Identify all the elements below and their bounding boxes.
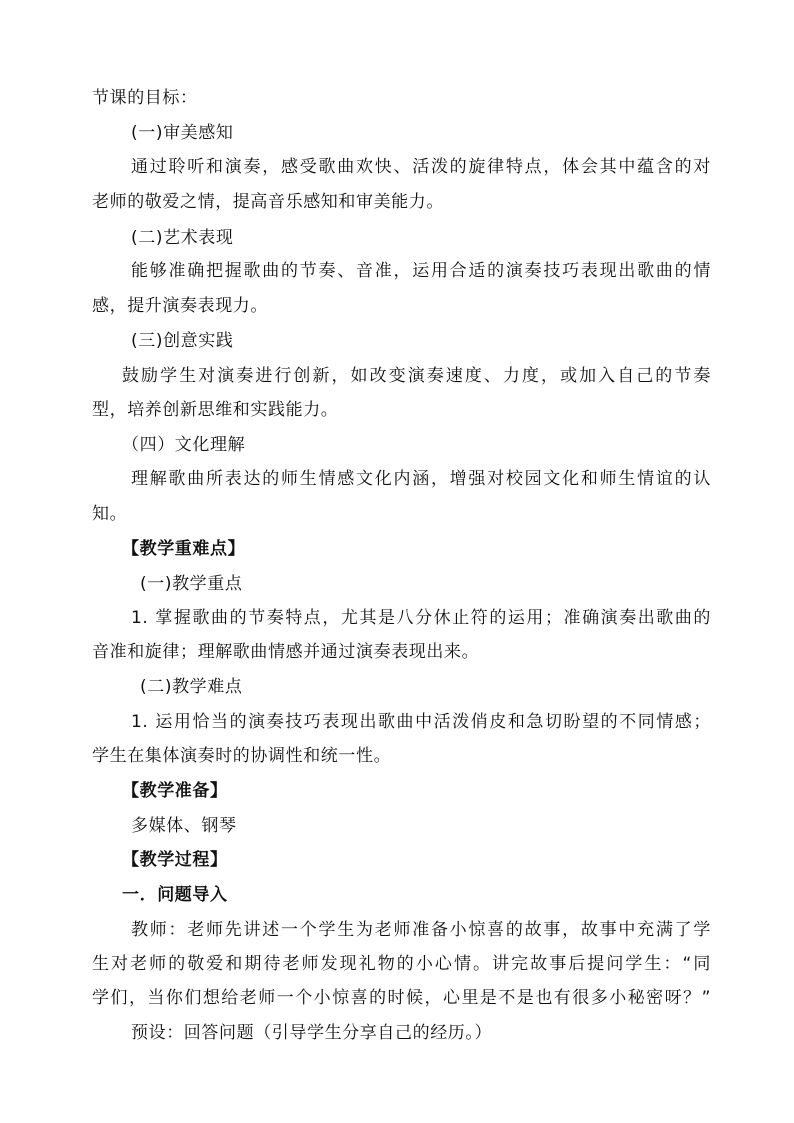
- step-heading-question-intro: 一．问题导入: [122, 885, 228, 905]
- objective-heading-artistic: (二)艺术表现: [131, 228, 234, 248]
- objective-text-line: 理解歌曲所表达的师生情感文化内涵，增强对校园文化和师生情谊的认: [131, 469, 711, 489]
- objective-text-line: 感，提升演奏表现力。: [92, 296, 268, 316]
- intro-text: 节课的目标：: [92, 88, 198, 108]
- preset-text: 预设：回答问题（引导学生分享自己的经历。）: [131, 1023, 493, 1043]
- section-title-process: 【教学过程】: [122, 850, 228, 870]
- key-focus-line: 音准和旋律；理解歌曲情感并通过演奏表现出来。: [92, 642, 480, 662]
- objective-text-line: 能够准确把握歌曲的节奏、音准，运用合适的演奏技巧表现出歌曲的情: [131, 261, 711, 281]
- section-title-key-points: 【教学重难点】: [122, 539, 246, 559]
- objective-heading-culture: （四）文化理解: [122, 435, 246, 455]
- difficulty-heading: (二)教学难点: [140, 677, 243, 697]
- objective-text-line: 知。: [92, 504, 128, 524]
- difficulty-line: 学生在集体演奏时的协调性和统一性。: [92, 746, 392, 766]
- step-text-line: 教师：老师先讲述一个学生为老师准备小惊喜的故事，故事中充满了学: [131, 920, 711, 940]
- key-focus-heading: (一)教学重点: [140, 574, 243, 594]
- step-text-line: 生对老师的敬爱和期待老师发现礼物的小心情。讲完故事后提问学生：“同: [92, 954, 711, 974]
- key-focus-line: 1. 掌握歌曲的节奏特点，尤其是八分休止符的运用；准确演奏出歌曲的: [131, 608, 711, 628]
- section-title-preparation: 【教学准备】: [122, 781, 228, 801]
- objective-text-line: 老师的敬爱之情，提高音乐感知和审美能力。: [92, 192, 444, 212]
- objective-heading-creative: (三)创意实践: [131, 331, 234, 351]
- difficulty-line: 1. 运用恰当的演奏技巧表现出歌曲中活泼俏皮和急切盼望的不同情感；: [131, 712, 711, 732]
- objective-heading-aesthetic: (一)审美感知: [131, 123, 234, 143]
- preparation-text: 多媒体、钢琴: [131, 816, 237, 836]
- step-text-line: 学们，当你们想给老师一个小惊喜的时候，心里是不是也有很多小秘密呀？”: [92, 988, 711, 1008]
- objective-text-line: 型，培养创新思维和实践能力。: [92, 400, 339, 420]
- objective-text-line: 鼓励学生对演奏进行创新，如改变演奏速度、力度，或加入自己的节奏: [122, 366, 711, 386]
- objective-text-line: 通过聆听和演奏，感受歌曲欢快、活泼的旋律特点，体会其中蕴含的对: [131, 157, 711, 177]
